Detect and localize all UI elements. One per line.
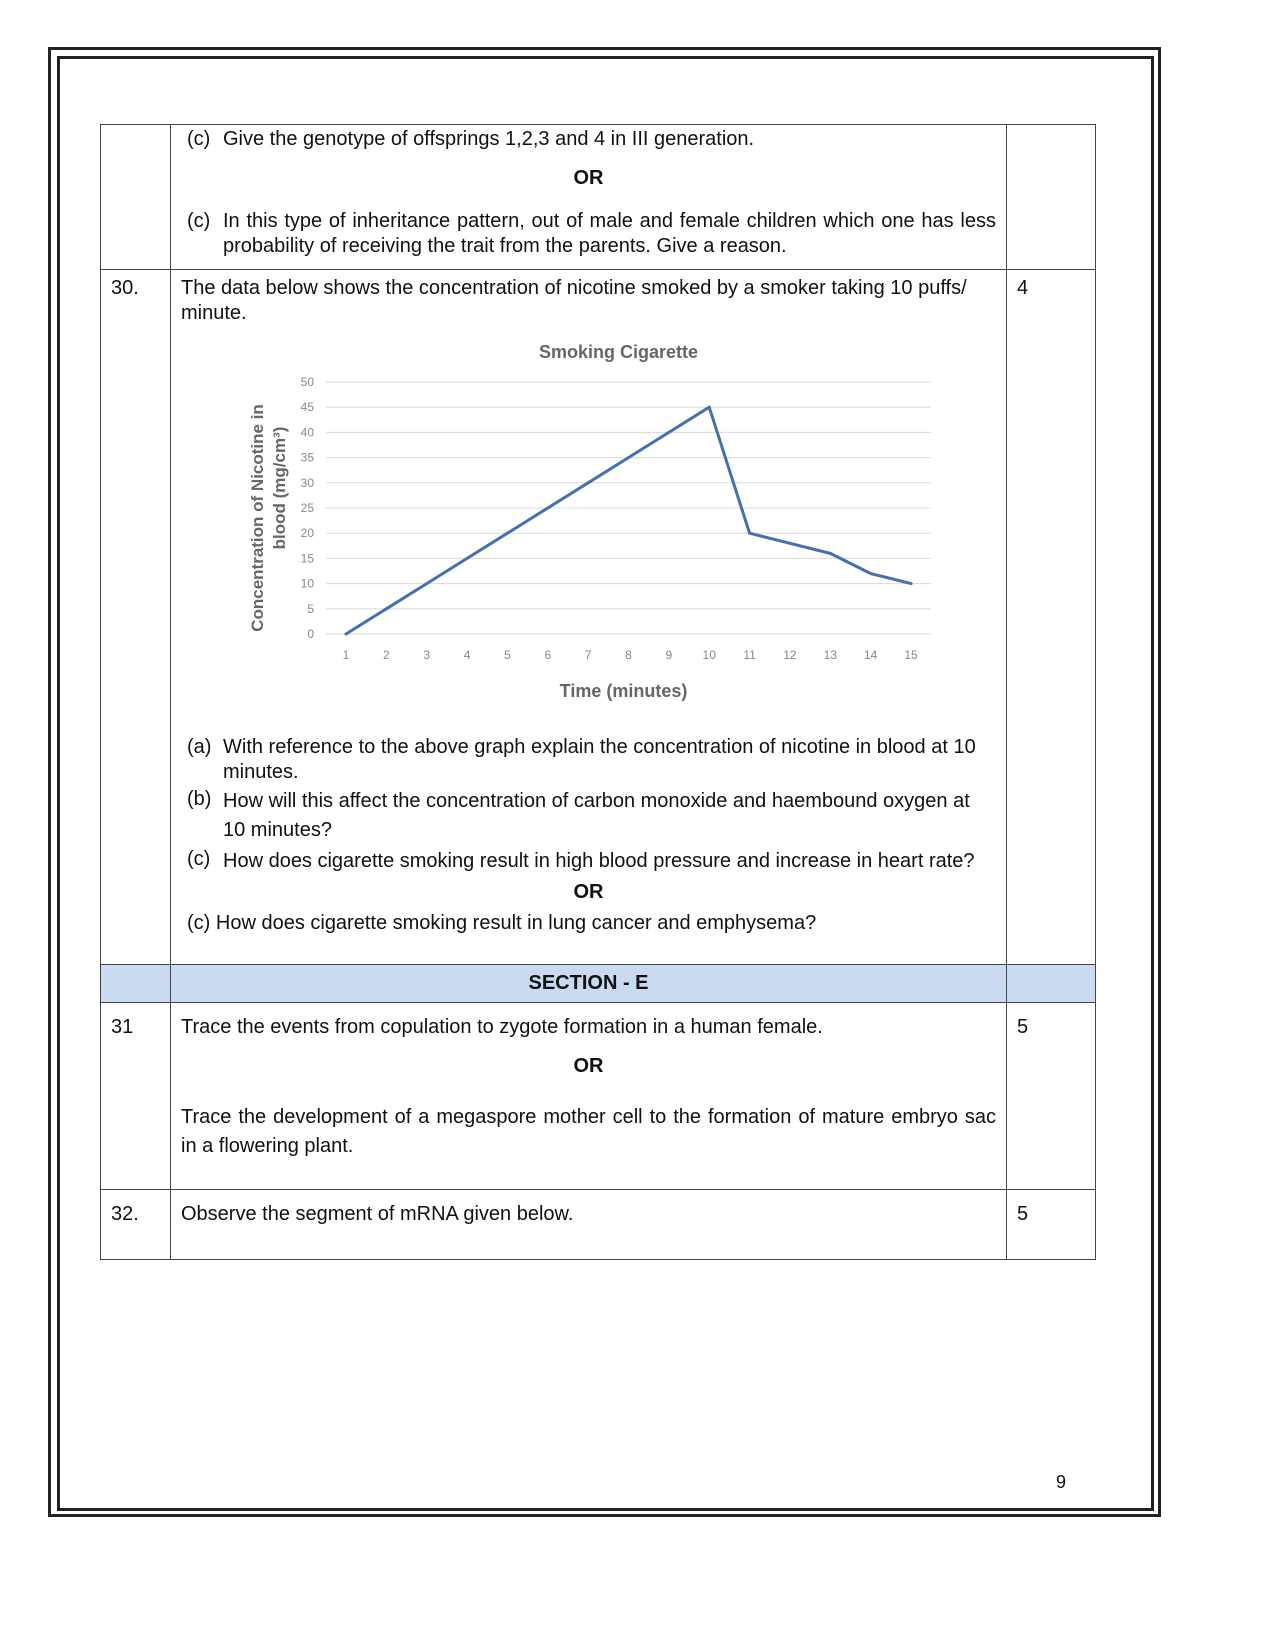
x-axis-label: Time (minutes) bbox=[559, 681, 688, 701]
or-divider: OR bbox=[573, 167, 604, 189]
row-q29-continued bbox=[101, 125, 1096, 270]
row-q30 bbox=[101, 270, 1096, 965]
x-tick-label: 1 bbox=[342, 648, 350, 662]
question-intro: The data below shows the concentration of nicotine smoked by a smoker taking 10 puffs/ minute. bbox=[181, 277, 967, 324]
y-tick-label: 0 bbox=[307, 627, 314, 641]
sub-question-c bbox=[181, 847, 996, 876]
question-number: 30. bbox=[101, 270, 171, 965]
x-tick-label: 5 bbox=[504, 648, 511, 662]
x-tick-label: 2 bbox=[383, 648, 390, 662]
sub-question-label: (a) bbox=[187, 736, 212, 758]
x-tick-label: 10 bbox=[702, 648, 716, 662]
data-point bbox=[869, 572, 872, 575]
x-tick-label: 11 bbox=[743, 648, 756, 662]
data-point bbox=[506, 532, 509, 535]
sub-question-label: (c) bbox=[187, 128, 211, 150]
sub-question-c-alternative: (c) How does cigarette smoking result in lung cancer and emphysema? bbox=[187, 912, 817, 934]
sub-question-text: Give the genotype of offsprings 1,2,3 and 4 in III generation. bbox=[223, 128, 755, 150]
x-tick-label: 13 bbox=[823, 648, 837, 662]
row-q32 bbox=[101, 1190, 1096, 1260]
chart-svg bbox=[241, 334, 941, 704]
sub-question-text: How will this affect the concentration of carbon monoxide and haembound oxygen at 10 minutes? bbox=[223, 790, 970, 841]
x-tick-label: 15 bbox=[904, 648, 918, 662]
question-number: 32. bbox=[101, 1190, 171, 1260]
y-axis-label: Concentration of Nicotine in bbox=[248, 404, 267, 632]
row-q31 bbox=[101, 1003, 1096, 1190]
section-header-row bbox=[101, 965, 1096, 1003]
data-point bbox=[466, 557, 469, 560]
question-text: Trace the events from copulation to zygote formation in a human female. bbox=[181, 1016, 823, 1038]
data-point bbox=[910, 582, 913, 585]
question-number: 31 bbox=[101, 1003, 171, 1190]
sub-question-label: (c) bbox=[187, 848, 211, 870]
x-tick-label: 3 bbox=[423, 648, 431, 662]
x-tick-label: 8 bbox=[625, 648, 632, 662]
nicotine-chart bbox=[241, 334, 996, 711]
x-tick-label: 9 bbox=[665, 648, 673, 662]
question-text: Observe the segment of mRNA given below. bbox=[181, 1203, 574, 1225]
data-point bbox=[627, 456, 630, 459]
y-tick-label: 50 bbox=[300, 375, 314, 389]
y-tick-label: 10 bbox=[300, 576, 314, 591]
data-point bbox=[587, 481, 590, 484]
y-tick-label: 5 bbox=[307, 601, 314, 616]
data-point bbox=[667, 431, 670, 434]
y-tick-label: 30 bbox=[300, 475, 314, 490]
sub-question-text: With reference to the above graph explain the concentration of nicotine in blood at 10 minutes. bbox=[223, 736, 976, 783]
data-point bbox=[788, 542, 791, 545]
data-point bbox=[345, 633, 348, 636]
question-table bbox=[100, 124, 1096, 1260]
section-title: SECTION - E bbox=[171, 965, 1007, 1003]
sub-question-label: (c) bbox=[187, 210, 211, 232]
question-cell bbox=[171, 1190, 1007, 1260]
y-tick-label: 45 bbox=[300, 400, 314, 415]
data-point bbox=[385, 607, 388, 610]
y-axis-label-line2: blood (mg/cm³) bbox=[270, 426, 289, 550]
data-point bbox=[829, 552, 832, 555]
sub-question-c bbox=[181, 127, 996, 152]
or-divider: OR bbox=[573, 881, 604, 903]
marks: 4 bbox=[1007, 270, 1096, 965]
section-blank-cell bbox=[1007, 965, 1096, 1003]
question-number-cell bbox=[101, 125, 171, 270]
x-tick-label: 14 bbox=[863, 648, 878, 662]
y-tick-label: 25 bbox=[300, 501, 314, 515]
sub-question-c-alternative bbox=[181, 209, 996, 259]
question-cell bbox=[171, 270, 1007, 965]
page-number: 9 bbox=[1056, 1472, 1067, 1492]
sub-question-b bbox=[181, 787, 996, 845]
y-tick-label: 40 bbox=[300, 425, 314, 440]
series-line-0 bbox=[346, 407, 911, 634]
question-alternative-text: Trace the development of a megaspore mother cell to the formation of mature embryo sac in a flowering plant. bbox=[181, 1106, 996, 1157]
chart-title: Smoking Cigarette bbox=[538, 342, 699, 362]
data-point bbox=[748, 532, 751, 535]
marks-cell bbox=[1007, 125, 1096, 270]
x-tick-label: 12 bbox=[783, 648, 797, 662]
question-cell bbox=[171, 125, 1007, 270]
sub-question-text: How does cigarette smoking result in high blood pressure and increase in heart rate? bbox=[223, 850, 975, 872]
marks: 5 bbox=[1007, 1190, 1096, 1260]
data-point bbox=[708, 406, 711, 409]
x-tick-label: 6 bbox=[544, 648, 552, 662]
or-divider: OR bbox=[573, 1055, 604, 1077]
y-tick-label: 20 bbox=[300, 526, 314, 541]
y-tick-label: 15 bbox=[300, 551, 314, 566]
question-cell bbox=[171, 1003, 1007, 1190]
sub-question-label: (b) bbox=[187, 788, 212, 810]
x-tick-label: 7 bbox=[584, 648, 592, 662]
data-point bbox=[425, 582, 428, 585]
x-tick-label: 4 bbox=[463, 648, 471, 662]
y-tick-label: 35 bbox=[300, 450, 314, 465]
marks: 5 bbox=[1007, 1003, 1096, 1190]
sub-question-text: In this type of inheritance pattern, out of male and female children which one has less probability of receiving the trait from the parents. Give a reason. bbox=[223, 210, 996, 257]
data-point bbox=[546, 507, 549, 510]
sub-question-a bbox=[181, 735, 996, 785]
section-blank-cell bbox=[101, 965, 171, 1003]
